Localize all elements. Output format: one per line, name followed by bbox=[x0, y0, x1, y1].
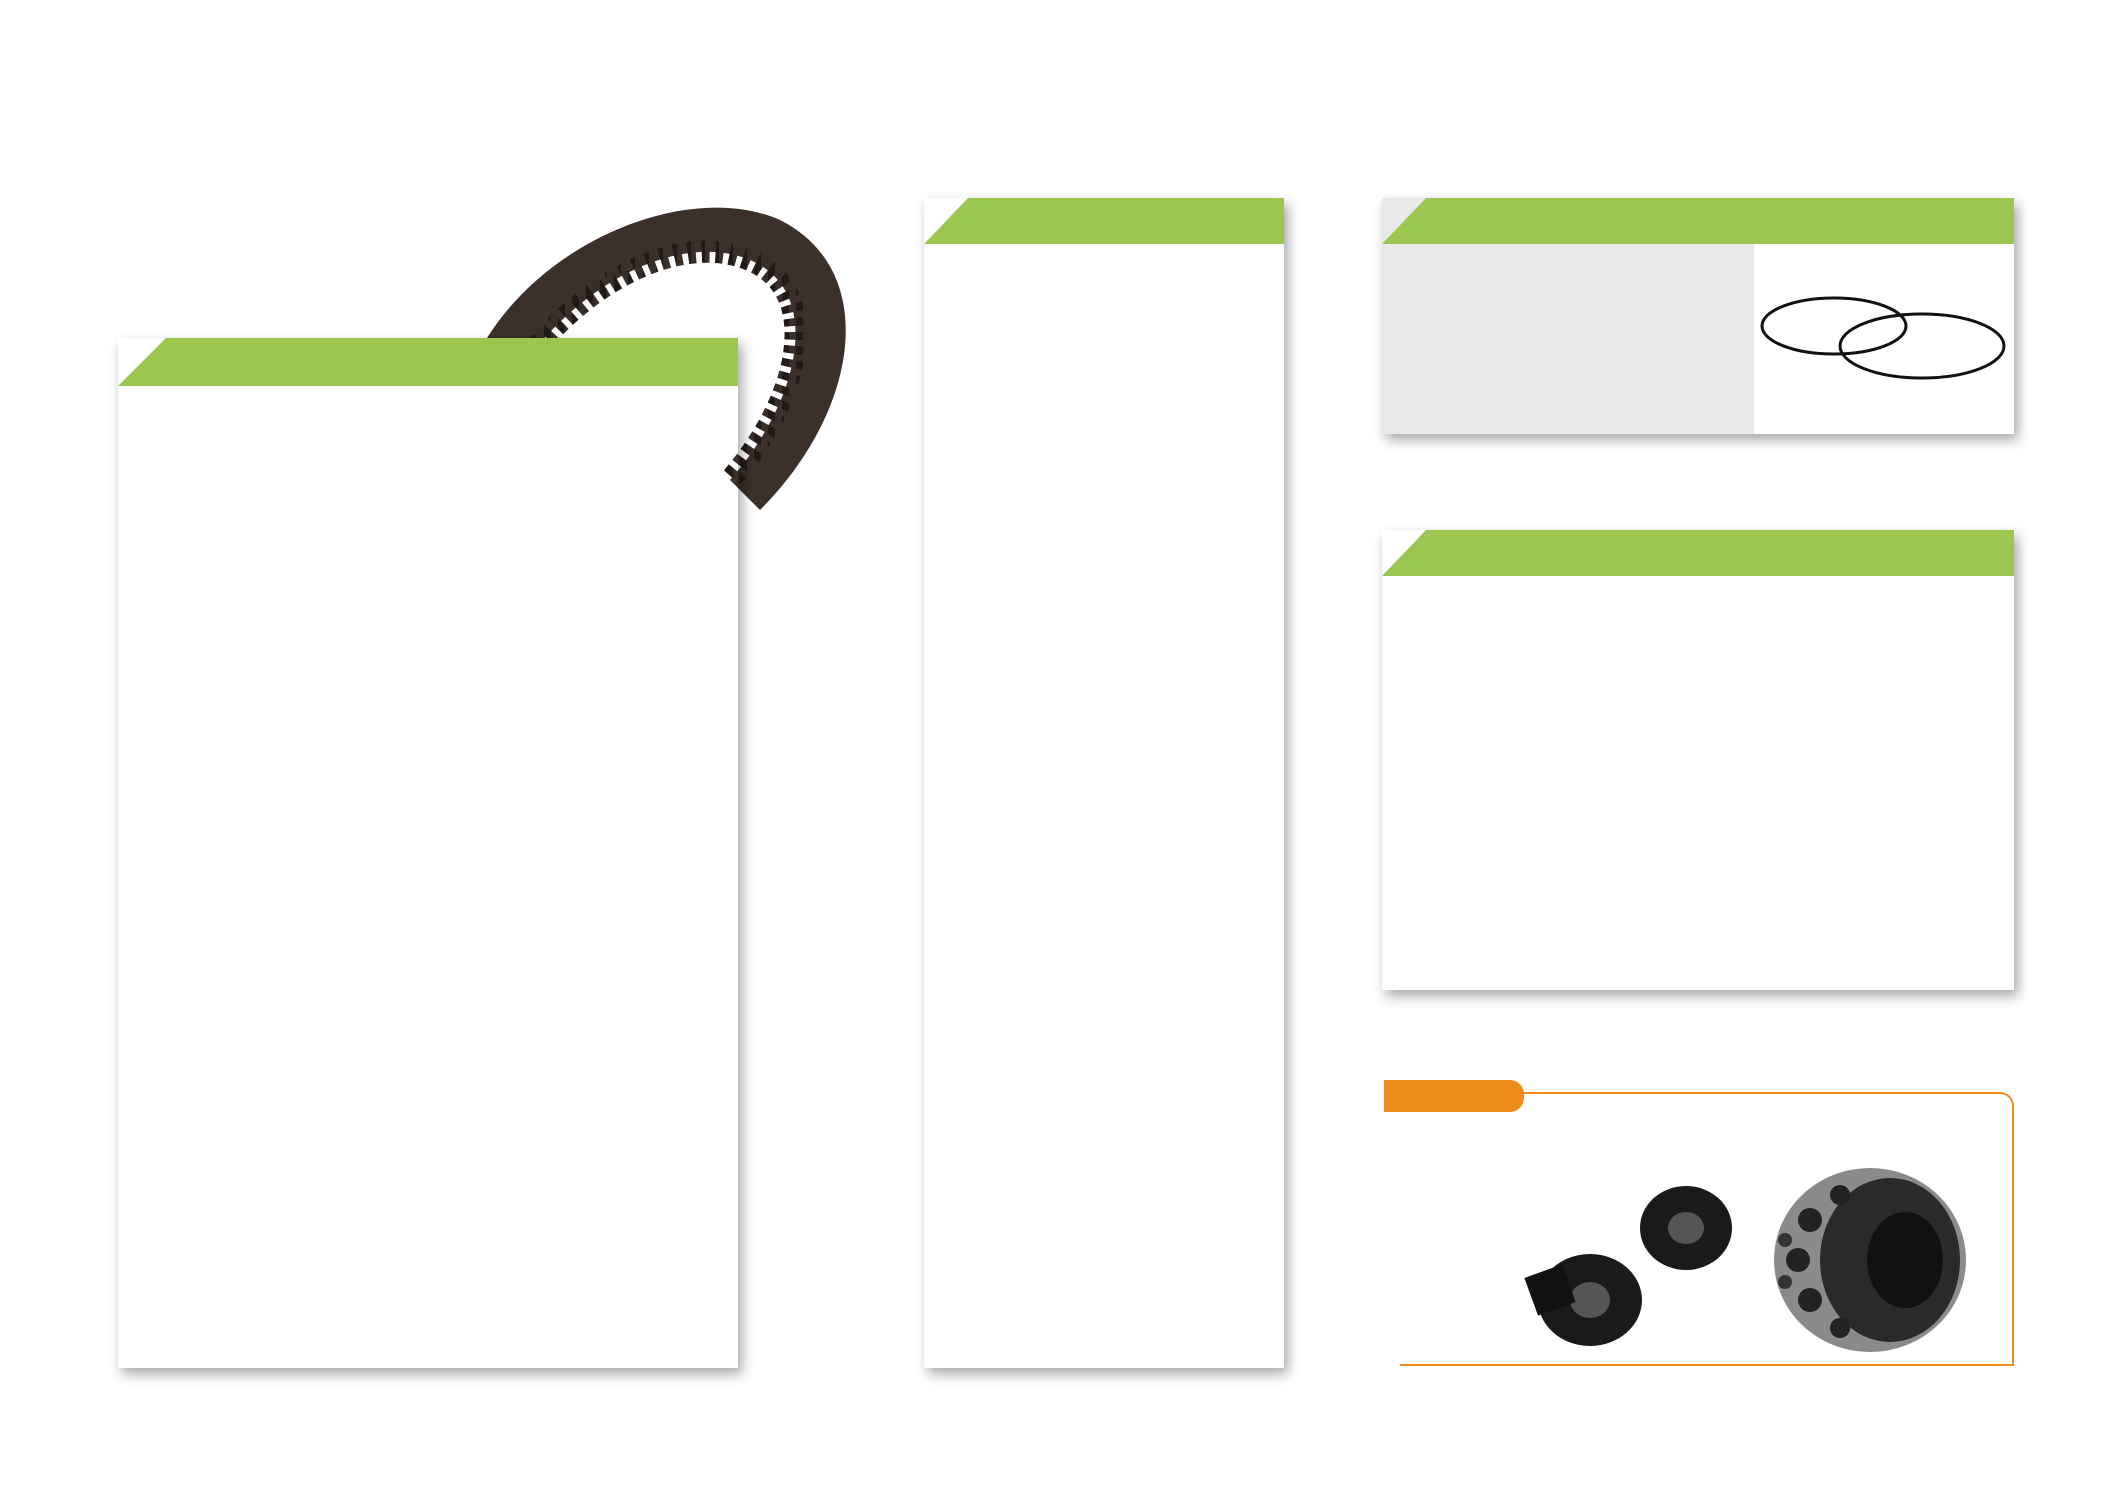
dp-pulley-image bbox=[1510, 1150, 2010, 1360]
friction-belts-table bbox=[1382, 198, 2014, 434]
dp-pulley-badge bbox=[1384, 1080, 1524, 1112]
adapter-piece-1 bbox=[1524, 1254, 1642, 1346]
friction-belt-rings-image bbox=[1754, 244, 2014, 434]
adapter-piece-2 bbox=[1640, 1186, 1732, 1270]
traction-pulleys-table bbox=[118, 338, 738, 1368]
table-header bbox=[1382, 530, 2014, 576]
traction-belts-table bbox=[924, 198, 1284, 1368]
table-header bbox=[118, 338, 738, 386]
aluminum-friction-pulleys-table bbox=[1382, 530, 2014, 990]
table-header bbox=[1382, 198, 2014, 244]
product-image-area bbox=[1754, 244, 2014, 434]
pulley-cage bbox=[1774, 1168, 1966, 1352]
table-header bbox=[924, 198, 1284, 244]
